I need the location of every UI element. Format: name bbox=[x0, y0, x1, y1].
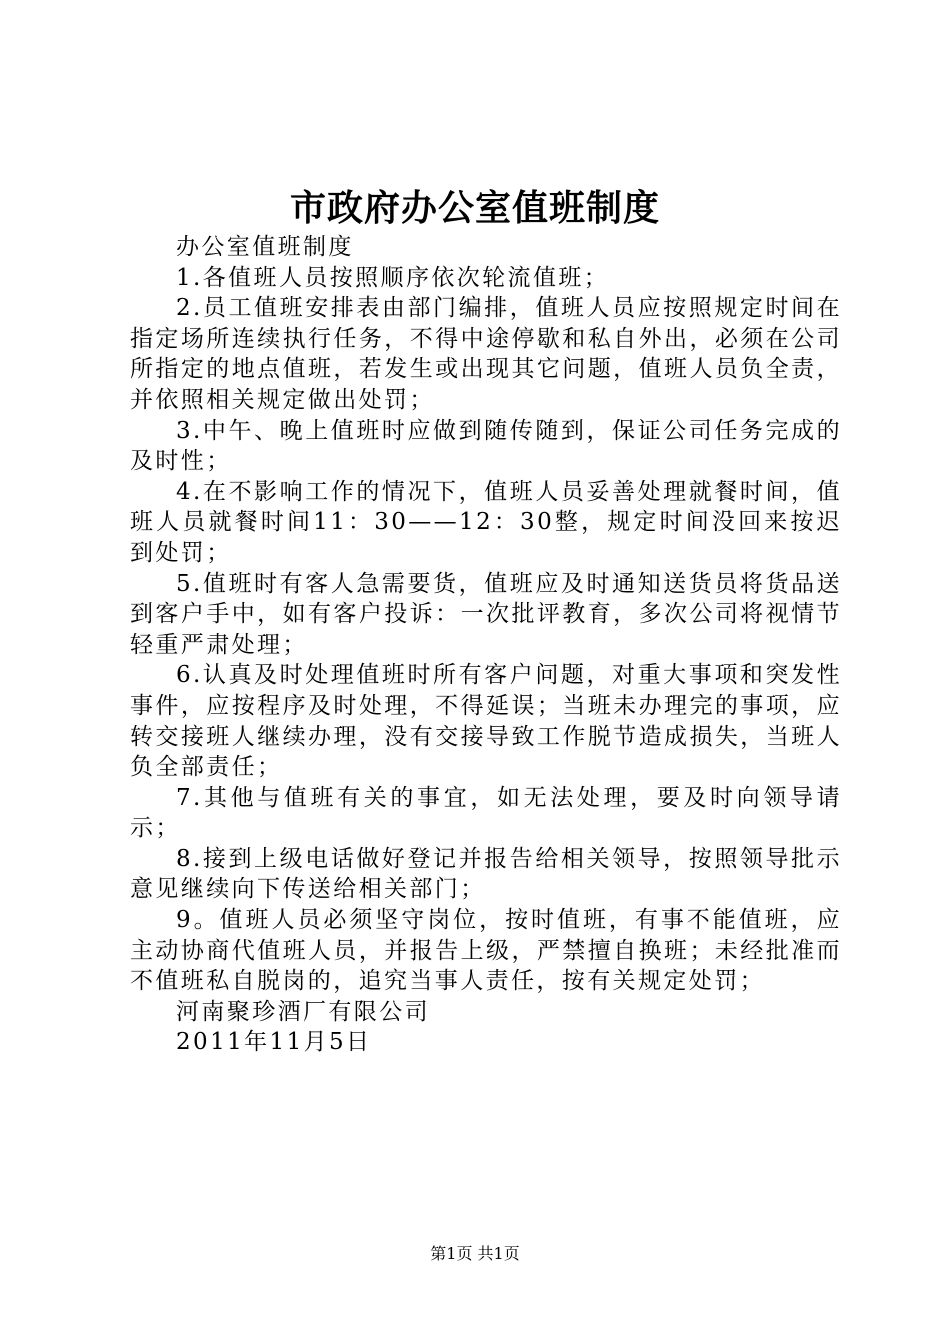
document-title: 市政府办公室值班制度 bbox=[289, 187, 660, 229]
rule-5: 5.值班时有客人急需要货，值班应及时通知送货员将货品送到客户手中，如有客户投诉：一次批评教育，多次公司将视情节轻重严肃处理； bbox=[130, 570, 842, 658]
rule-3: 3.中午、晚上值班时应做到随传随到，保证公司任务完成的及时性； bbox=[130, 417, 842, 475]
rule-1: 1.各值班人员按照顺序依次轮流值班； bbox=[176, 264, 610, 291]
document-body bbox=[130, 232, 842, 1058]
company-signature: 河南聚珍酒厂有限公司 bbox=[176, 998, 430, 1025]
document-date: 2011年11月5日 bbox=[176, 1029, 372, 1056]
rule-8: 8.接到上级电话做好登记并报告给相关领导，按照领导批示意见继续向下传送给相关部门； bbox=[130, 845, 842, 903]
page-number-footer: 第1页 共1页 bbox=[430, 1244, 520, 1263]
section-heading: 办公室值班制度 bbox=[176, 234, 354, 260]
rule-4: 4.在不影响工作的情况下，值班人员妥善处理就餐时间，值班人员就餐时间11：30——12：30整，规定时间没回来按迟到处罚； bbox=[130, 478, 842, 566]
rule-7: 7.其他与值班有关的事宜，如无法处理，要及时向领导请示； bbox=[130, 784, 842, 842]
rule-9: 9。值班人员必须坚守岗位，按时值班，有事不能值班，应主动协商代值班人员，并报告上级，严禁擅自换班；未经批准而不值班私自脱岗的，追究当事人责任，按有关规定处罚； bbox=[130, 907, 842, 995]
rule-2: 2.员工值班安排表由部门编排，值班人员应按照规定时间在指定场所连续执行任务，不得中途停歇和私自外出，必须在公司所指定的地点值班，若发生或出现其它问题，值班人员负全责，并依照相关规定做出处罚； bbox=[130, 295, 842, 413]
rule-6: 6.认真及时处理值班时所有客户问题，对重大事项和突发性事件，应按程序及时处理，不得延误；当班未办理完的事项，应转交接班人继续办理，没有交接导致工作脱节造成损失，当班人负全部责任； bbox=[130, 662, 842, 781]
